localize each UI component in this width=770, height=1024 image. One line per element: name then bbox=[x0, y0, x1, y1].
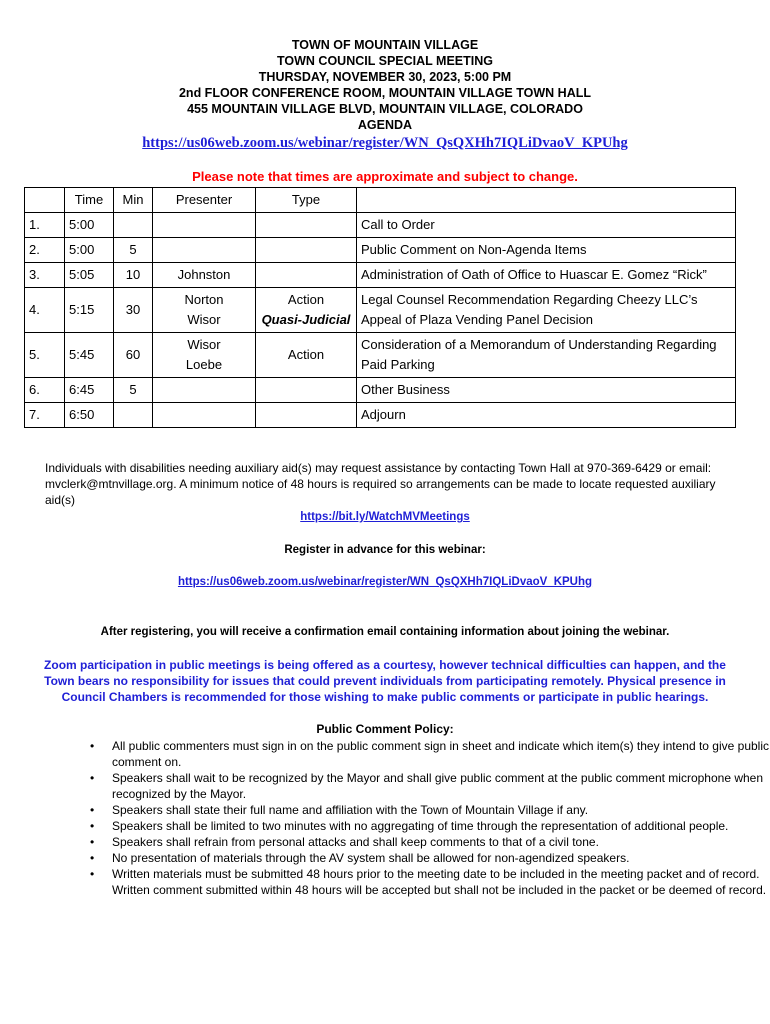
header-type: Type bbox=[256, 188, 357, 213]
bullet-icon: • bbox=[90, 867, 95, 881]
policy-item bbox=[90, 834, 770, 850]
header-town: TOWN OF MOUNTAIN VILLAGE bbox=[291, 38, 479, 52]
presenter-name: Johnston bbox=[177, 267, 231, 282]
item-description: Administration of Oath of Office to Huascar E. Gomez “Rick” bbox=[357, 263, 736, 288]
item-type bbox=[256, 403, 357, 428]
register-link-line bbox=[0, 576, 770, 588]
policy-item-text: Written materials must be submitted 48 hours prior to the meeting date to be included in the meeting packet and of record. Written comment submitted within 48 hours will be accepted but shall not be included in the packet or be deemed of record. bbox=[112, 867, 767, 897]
item-presenter bbox=[153, 333, 256, 378]
zoom-register-link-top[interactable]: https://us06web.zoom.us/webinar/register/WN_QsQXHh7IQLiDvaoV_KPUhg bbox=[142, 135, 628, 151]
item-time: 5:45 bbox=[65, 333, 114, 378]
item-presenter bbox=[153, 213, 256, 238]
policy-item-text: Speakers shall be limited to two minutes with no aggregating of time through the representation of additional people. bbox=[112, 819, 729, 833]
item-number: 4. bbox=[25, 288, 65, 333]
item-presenter bbox=[153, 263, 256, 288]
policy-item-text: Speakers shall refrain from personal attacks and shall keep comments to that of a civil tone. bbox=[112, 835, 599, 849]
table-header-row bbox=[25, 188, 736, 213]
item-type-label: Action bbox=[287, 347, 325, 362]
item-type-label: Action bbox=[287, 292, 325, 307]
item-presenter bbox=[153, 288, 256, 333]
item-type bbox=[256, 288, 357, 333]
register-label: Register in advance for this webinar: bbox=[284, 544, 486, 556]
item-number: 7. bbox=[25, 403, 65, 428]
item-number: 5. bbox=[25, 333, 65, 378]
policy-item bbox=[90, 866, 770, 898]
item-minutes: 30 bbox=[114, 288, 153, 333]
presenter-name: Wisor bbox=[187, 312, 221, 327]
table-row bbox=[25, 213, 736, 238]
item-presenter bbox=[153, 238, 256, 263]
zoom-courtesy-notice: Zoom participation in public meetings is being offered as a courtesy, however technical difficulties can happen, and the Town bears no responsibility for issues that could prevent individuals from participating remotely. Physical presence in Council Chambers is recommended for those wishing to make public comments or participate in public hearings. bbox=[44, 658, 726, 704]
item-description: Public Comment on Non-Agenda Items bbox=[357, 238, 736, 263]
bullet-icon: • bbox=[90, 835, 95, 849]
item-time: 6:45 bbox=[65, 378, 114, 403]
bullet-icon: • bbox=[90, 851, 95, 865]
policy-item-text: No presentation of materials through the AV system shall be allowed for non-agendized speakers. bbox=[112, 851, 630, 865]
after-registering-note: After registering, you will receive a confirmation email containing information about joining the webinar. bbox=[100, 626, 670, 638]
item-type bbox=[256, 263, 357, 288]
policy-item bbox=[90, 738, 770, 770]
header-min: Min bbox=[114, 188, 153, 213]
document-header bbox=[0, 37, 770, 133]
presenter-name: Loebe bbox=[185, 357, 223, 372]
item-number: 3. bbox=[25, 263, 65, 288]
item-time: 6:50 bbox=[65, 403, 114, 428]
table-row bbox=[25, 238, 736, 263]
table-row bbox=[25, 288, 736, 333]
policy-item bbox=[90, 818, 770, 834]
header-item-cell bbox=[357, 188, 736, 213]
header-presenter: Presenter bbox=[153, 188, 256, 213]
table-row bbox=[25, 263, 736, 288]
table-row bbox=[25, 378, 736, 403]
table-row bbox=[25, 403, 736, 428]
item-time: 5:05 bbox=[65, 263, 114, 288]
item-presenter bbox=[153, 378, 256, 403]
item-type-label: Quasi-Judicial bbox=[261, 312, 351, 327]
table-row bbox=[25, 333, 736, 378]
item-minutes: 10 bbox=[114, 263, 153, 288]
header-date: THURSDAY, NOVEMBER 30, 2023, 5:00 PM bbox=[258, 70, 512, 84]
header-room: 2nd FLOOR CONFERENCE ROOM, MOUNTAIN VILLAGE TOWN HALL bbox=[178, 86, 592, 100]
item-type bbox=[256, 238, 357, 263]
policy-item-text: All public commenters must sign in on the public comment sign in sheet and indicate which item(s) they intend to give public comment on. bbox=[112, 739, 769, 769]
item-number: 6. bbox=[25, 378, 65, 403]
policy-item bbox=[90, 850, 770, 866]
policy-item bbox=[90, 770, 770, 802]
policy-list bbox=[62, 738, 770, 898]
header-address: 455 MOUNTAIN VILLAGE BLVD, MOUNTAIN VILLAGE, COLORADO bbox=[187, 102, 583, 116]
item-description: Call to Order bbox=[357, 213, 736, 238]
item-description: Legal Counsel Recommendation Regarding Cheezy LLC’s Appeal of Plaza Vending Panel Decision bbox=[357, 288, 736, 333]
policy-item-text: Speakers shall state their full name and affiliation with the Town of Mountain Village if any. bbox=[112, 803, 589, 817]
item-minutes: 5 bbox=[114, 378, 153, 403]
item-description: Other Business bbox=[357, 378, 736, 403]
policy-item-text: Speakers shall wait to be recognized by the Mayor and shall give public comment at the public comment microphone when recognized by the Mayor. bbox=[112, 771, 764, 801]
item-number: 2. bbox=[25, 238, 65, 263]
bullet-icon: • bbox=[90, 803, 95, 817]
item-description: Consideration of a Memorandum of Understanding Regarding Paid Parking bbox=[357, 333, 736, 378]
presenter-name: Norton bbox=[184, 292, 224, 307]
item-description: Adjourn bbox=[357, 403, 736, 428]
watch-meetings-link[interactable]: https://bit.ly/WatchMVMeetings bbox=[300, 511, 470, 523]
header-num-cell bbox=[25, 188, 65, 213]
watch-link-line bbox=[0, 511, 770, 523]
header-agenda: AGENDA bbox=[357, 118, 413, 132]
item-type bbox=[256, 378, 357, 403]
item-time: 5:15 bbox=[65, 288, 114, 333]
item-type bbox=[256, 333, 357, 378]
item-presenter bbox=[153, 403, 256, 428]
zoom-register-link[interactable]: https://us06web.zoom.us/webinar/register/WN_QsQXHh7IQLiDvaoV_KPUhg bbox=[177, 576, 593, 588]
presenter-name: Wisor bbox=[187, 337, 221, 352]
item-minutes bbox=[114, 403, 153, 428]
bullet-icon: • bbox=[90, 739, 95, 753]
item-time: 5:00 bbox=[65, 213, 114, 238]
item-minutes: 5 bbox=[114, 238, 153, 263]
item-type bbox=[256, 213, 357, 238]
bullet-icon: • bbox=[90, 819, 95, 833]
times-note: Please note that times are approximate and subject to change. bbox=[192, 169, 578, 184]
policy-title: Public Comment Policy: bbox=[316, 722, 454, 736]
item-minutes: 60 bbox=[114, 333, 153, 378]
policy-item bbox=[90, 802, 770, 818]
item-time: 5:00 bbox=[65, 238, 114, 263]
item-minutes bbox=[114, 213, 153, 238]
agenda-table bbox=[24, 187, 736, 428]
header-meeting: TOWN COUNCIL SPECIAL MEETING bbox=[277, 54, 493, 68]
bullet-icon: • bbox=[90, 771, 95, 785]
item-number: 1. bbox=[25, 213, 65, 238]
disability-notice: Individuals with disabilities needing auxiliary aid(s) may request assistance by contacting Town Hall at 970-369-6429 or email: mvclerk@mtnvillage.org. A minimum notice of 48 hours is required so arrangements can be made to locate requested auxiliary aid(s) bbox=[45, 461, 716, 507]
header-time: Time bbox=[65, 188, 114, 213]
